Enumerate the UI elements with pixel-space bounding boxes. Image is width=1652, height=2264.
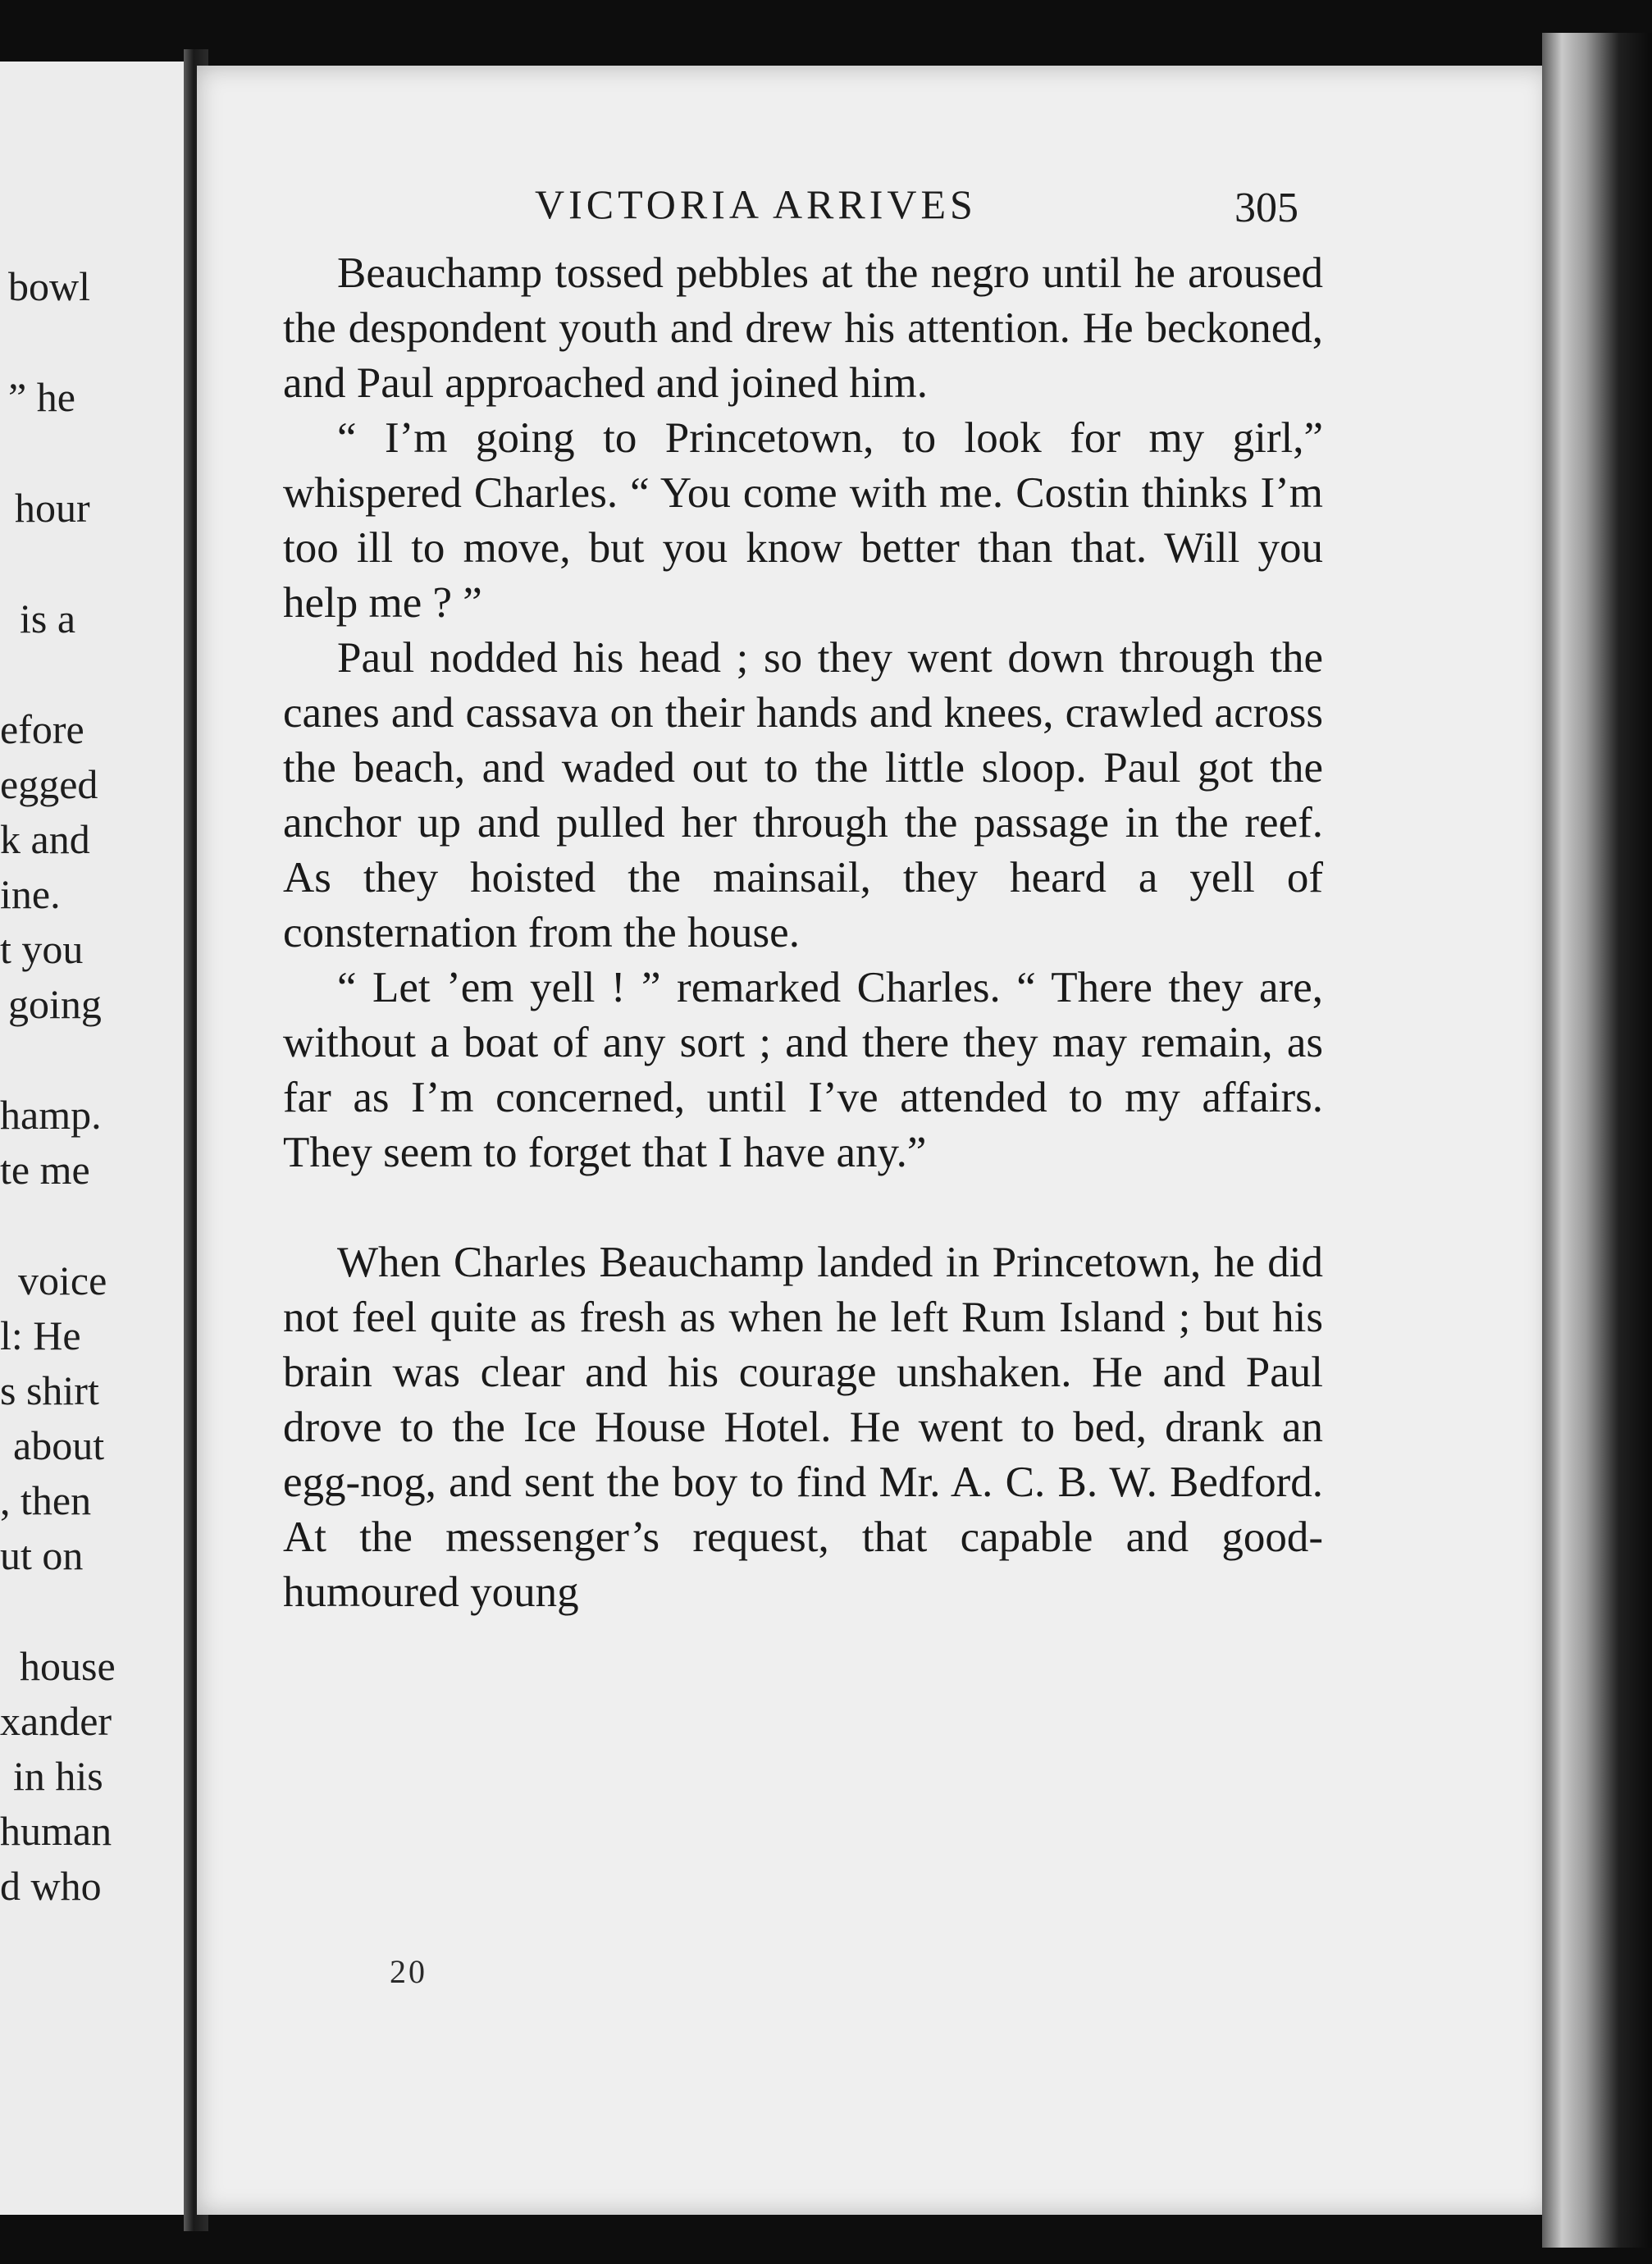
left-page-line: is a <box>20 596 76 641</box>
book-edge <box>1542 33 1652 2248</box>
left-page-line: t you <box>0 926 84 972</box>
left-page-line: ine. <box>0 871 61 917</box>
left-page-line: voice <box>18 1258 107 1303</box>
left-page-line: ” he <box>8 374 75 420</box>
section-break <box>283 1180 1323 1235</box>
left-page-line: house <box>20 1643 116 1689</box>
left-page-line: l: He <box>0 1312 81 1358</box>
left-page-line: in his <box>13 1753 103 1799</box>
left-page-fragment <box>0 62 189 2215</box>
left-page-line: k and <box>0 816 90 862</box>
left-page-line: efore <box>0 706 84 752</box>
left-page-line: about <box>13 1422 105 1468</box>
left-page-line: xander <box>0 1698 112 1744</box>
left-page-line: ut on <box>0 1532 84 1578</box>
left-page-line: d who <box>0 1863 102 1909</box>
paragraph: “ I’m going to Princetown, to look for my girl,” whispered Charles. “ You come with me. Costin thinks I’m too ill to move, but you know better than that. Will you help me ? ” <box>283 414 1323 627</box>
paragraph: Beauchamp tossed pebbles at the negro until he aroused the despondent youth and drew his attention. He beckoned, and Paul approached and joined him. <box>283 249 1323 407</box>
right-page <box>197 66 1550 2215</box>
paragraph: When Charles Beauchamp landed in Princetown, he did not feel quite as fresh as when he left Rum Island ; but his brain was clear and his courage unshaken. He and Paul drove to the Ice House Hotel. He went to bed, drank an egg-nog, and sent the boy to find Mr. A. C. B. W. Bedford. At the messenger’s request, that capable and good-humoured young <box>283 1239 1323 1616</box>
left-page-line: te me <box>0 1147 90 1193</box>
left-page-line: hour <box>15 485 90 531</box>
left-page-line: going <box>8 981 102 1027</box>
left-page-line: egged <box>0 761 98 807</box>
left-page-line: human <box>0 1808 112 1854</box>
page-number: 305 <box>1234 185 1298 231</box>
left-page-line: s shirt <box>0 1367 99 1413</box>
running-title: VICTORIA ARRIVES <box>535 181 977 227</box>
paragraph: Paul nodded his head ; so they went down through the canes and cassava on their hands and knees, crawled across the beach, and waded out to the little sloop. Paul got the anchor up and pulled her through the passage in the reef. As they hoisted the mainsail, they heard a yell of consternation from the house. <box>283 634 1323 956</box>
body-text <box>283 246 1323 1620</box>
left-page-line: hamp. <box>0 1092 102 1138</box>
paragraph: “ Let ’em yell ! ” remarked Charles. “ There they are, without a boat of any sort ; and there they may remain, as far as I’m concerned, until I’ve attended to my affairs. They seem to forget that I have any.” <box>283 964 1323 1176</box>
left-page-line: , then <box>0 1477 92 1523</box>
left-page-line: bowl <box>8 263 90 309</box>
page-header <box>197 180 1550 238</box>
signature-mark: 20 <box>390 1953 427 1990</box>
